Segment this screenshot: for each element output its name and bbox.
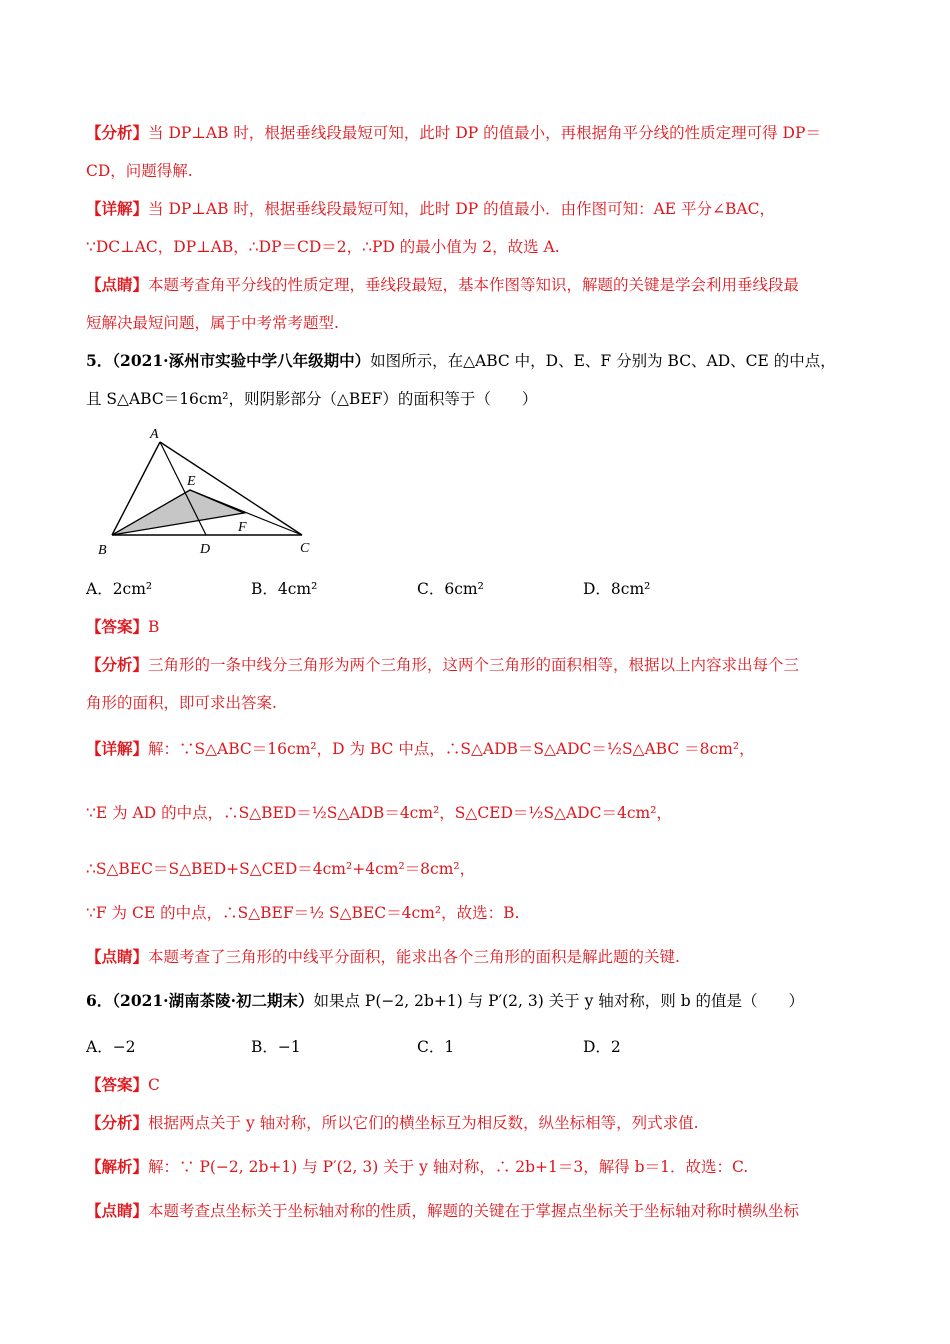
q4-detail-line2: ∵DC⊥AC，DP⊥AB，∴DP＝CD＝2，∴PD 的最小值为 2，故选 A.	[86, 238, 560, 256]
q5-option-a: A．2cm²	[86, 580, 153, 598]
q4-detail-line1: 【详解】当 DP⊥AB 时，根据垂线段最短可知，此时 DP 的值最小．由作图可知：AE 平分∠BAC，	[86, 199, 775, 218]
q6-option-d: D．2	[583, 1038, 621, 1056]
label-f: F	[238, 520, 247, 535]
q5-option-d: D．8cm²	[583, 580, 651, 598]
q5-comment-line1: 【点睛】本题考查了三角形的中线平分面积，能求出各个三角形的面积是解此题的关键.	[86, 947, 680, 966]
q5-detail-line4: ∵F 为 CE 的中点，∴S△BEF＝½ S△BEC＝4cm²，故选：B.	[86, 904, 520, 922]
q5-stem-line2: 且 S△ABC＝16cm²，则阴影部分（△BEF）的面积等于（ ）	[86, 390, 538, 408]
q6-stem: 6．（2021·湖南茶陵·初二期末）如果点 P(−2, 2b+1) 与 P′(2, 3) 关于 y 轴对称，则 b 的值是（ ）	[86, 991, 805, 1010]
label-b: B	[98, 543, 107, 558]
q5-option-c: C．6cm²	[417, 580, 484, 598]
q5-detail-line1: 【详解】解：∵S△ABC＝16cm²，D 为 BC 中点，∴S△ADB＝S△ADC＝½S△ABC ＝8cm²，	[86, 739, 755, 758]
q5-stem-line1: 5．（2021·涿州市实验中学八年级期中）如图所示，在△ABC 中，D、E、F 分别为 BC、AD、CE 的中点，	[86, 351, 836, 370]
triangle-figure	[92, 424, 322, 558]
label-d: D	[200, 542, 211, 557]
q5-detail-line2: ∵E 为 AD 的中点，∴S△BED＝½S△ADB＝4cm²，S△CED＝½S△ADC＝4cm²，	[86, 804, 672, 822]
q5-answer: 【答案】B	[86, 617, 160, 636]
q6-comment-line1: 【点睛】本题考查点坐标关于坐标轴对称的性质，解题的关键在于掌握点坐标关于坐标轴对称时横纵坐标	[86, 1201, 800, 1220]
q4-comment-line2: 短解决最短问题，属于中考常考题型.	[86, 314, 339, 332]
q5-detail-line3: ∴S△BEC＝S△BED+S△CED＝4cm²+4cm²＝8cm²，	[86, 860, 476, 878]
label-e: E	[187, 474, 196, 489]
q6-option-a: A．−2	[86, 1038, 136, 1056]
q4-analysis-line2: CD，问题得解.	[86, 162, 193, 180]
q6-option-c: C．1	[417, 1038, 455, 1056]
q5-analysis-line2: 角形的面积，即可求出答案.	[86, 694, 277, 712]
q5-option-b: B．4cm²	[251, 580, 318, 598]
q4-analysis-line1: 【分析】当 DP⊥AB 时，根据垂线段最短可知，此时 DP 的值最小，再根据角平分线的性质定理可得 DP＝	[86, 123, 821, 142]
q5-analysis-line1: 【分析】三角形的一条中线分三角形为两个三角形，这两个三角形的面积相等，根据以上内容求出每个三	[86, 655, 800, 674]
q6-analysis-line1: 【分析】根据两点关于 y 轴对称，所以它们的横坐标互为相反数，纵坐标相等，列式求值.	[86, 1113, 699, 1132]
label-c: C	[300, 541, 310, 556]
q6-option-b: B．−1	[251, 1038, 301, 1056]
q6-solution-line1: 【解析】解：∵ P(−2, 2b+1) 与 P′(2, 3) 关于 y 轴对称，∴ 2b+1＝3，解得 b＝1．故选：C.	[86, 1157, 749, 1176]
label-a: A	[150, 427, 159, 442]
q4-comment-line1: 【点睛】本题考查角平分线的性质定理，垂线段最短，基本作图等知识，解题的关键是学会利用垂线段最	[86, 275, 800, 294]
q6-answer: 【答案】C	[86, 1075, 160, 1094]
